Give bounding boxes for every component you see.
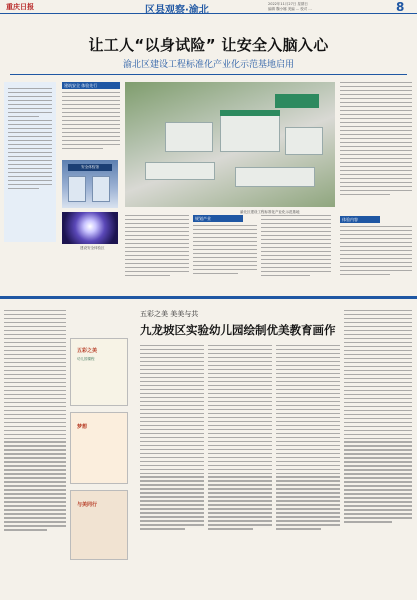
top-headline: 让工人“以身试险” 让安全入脑入心 [88, 36, 329, 54]
bottom-headline: 九龙坡区实验幼儿园绘制优美教育画作 [140, 323, 336, 337]
body-column-1 [62, 92, 120, 154]
spark-photo [62, 212, 118, 244]
body-column-4 [261, 215, 331, 290]
book-image-1 [70, 338, 128, 406]
book-title-3: 与美同行 [77, 502, 98, 508]
book-title-1: 五彩之美 [77, 348, 98, 354]
issue-meta [268, 2, 378, 11]
masthead [0, 0, 417, 14]
bottom-body-4 [344, 310, 412, 590]
issue-date: 2022年11月27日 星期日 [268, 2, 308, 6]
section-tag: 建筑安全 体验先行 [62, 82, 120, 89]
body-column-right [340, 82, 412, 212]
bottom-body-3 [276, 345, 340, 590]
book-image-2 [70, 412, 128, 484]
lab-sign: 安全体验馆 [68, 164, 112, 171]
book-title-2: 梦想 [77, 424, 88, 430]
bottom-eyebrow: 五彩之美 美美与共 [140, 310, 199, 318]
subsection-tag-2: 体验内容 [340, 216, 380, 223]
page-number: 8 [396, 0, 405, 14]
issue-editors: 编辑 魏小娜 美编 ... 校对 ... [268, 6, 312, 11]
book-image-3 [70, 490, 128, 560]
bottom-left-column [4, 310, 66, 590]
top-subheadline: 渝北区建设工程标准化产业化示范基地启用 [122, 60, 294, 70]
headline-rule [10, 74, 407, 75]
body-column-2 [125, 215, 189, 290]
intro-sidebar [4, 82, 56, 242]
bottom-body-1 [140, 345, 204, 590]
newspaper-logo: 重庆日报 [6, 2, 34, 11]
aerial-photo [125, 82, 335, 207]
bottom-divider [0, 296, 417, 299]
body-column-right-2 [340, 216, 412, 290]
body-column-3 [193, 215, 257, 290]
intro-text-lines [8, 88, 52, 189]
lab-caption: 建设安全体验区 [80, 246, 105, 250]
bottom-body-2 [208, 345, 272, 590]
subsection-tag-1: 规划产业 [193, 215, 243, 222]
aerial-caption: 渝北区建设工程标准化产业化示范基地 [240, 210, 300, 214]
section-name: 区县观察·渝北 [145, 5, 209, 16]
book-subtitle-1: 幼儿园课程 [77, 357, 95, 361]
lab-photo [62, 160, 118, 208]
